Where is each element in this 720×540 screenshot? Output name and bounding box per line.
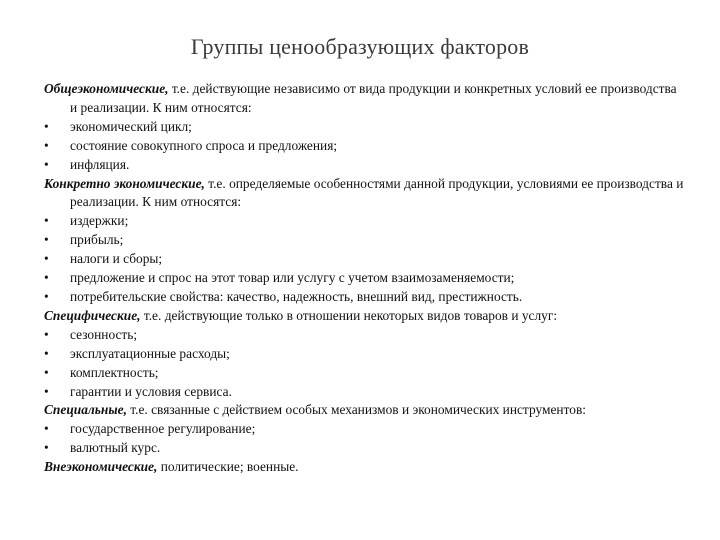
list-item-text: гарантии и условия сервиса. xyxy=(70,383,232,399)
list-item xyxy=(44,118,684,137)
group-description: т.е. связанные с действием особых механизмов и экономических инструментов: xyxy=(126,402,586,418)
list-item xyxy=(44,250,684,269)
group-general-economic xyxy=(44,80,684,118)
list-item xyxy=(44,212,684,231)
list-item xyxy=(44,383,684,402)
list-item-text: инфляция. xyxy=(70,156,130,172)
list-item xyxy=(44,231,684,250)
bullet-icon: • xyxy=(44,156,49,172)
group-description: т.е. действующие только в отношении некоторых видов товаров и услуг: xyxy=(140,307,558,323)
list-item-text: прибыль; xyxy=(70,232,124,248)
list-item xyxy=(44,420,684,439)
group-special xyxy=(44,401,684,420)
list-item xyxy=(44,288,684,307)
list-item xyxy=(44,345,684,364)
group-name: Специфические, xyxy=(44,307,141,323)
group-specific xyxy=(44,307,684,326)
bullet-icon: • xyxy=(44,288,49,304)
group-name: Специальные, xyxy=(44,402,127,418)
list-item xyxy=(44,364,684,383)
bullet-icon: • xyxy=(44,137,49,153)
list-item-text: эксплуатационные расходы; xyxy=(70,345,230,361)
bullet-icon: • xyxy=(44,440,49,456)
slide-title: Группы ценообразующих факторов xyxy=(190,34,530,59)
list-item-text: валютный курс. xyxy=(70,440,161,456)
list-item-text: издержки; xyxy=(70,213,129,229)
bullet-icon: • xyxy=(44,270,49,286)
bullet-icon: • xyxy=(44,213,49,229)
list-item xyxy=(44,156,684,175)
list-item-text: налоги и сборы; xyxy=(70,251,163,267)
group-name: Конкретно экономические, xyxy=(44,175,205,191)
list-item xyxy=(44,439,684,458)
list-item-text: комплектность; xyxy=(70,364,159,380)
group-description: т.е. действующие независимо от вида продукции и конкретных условий ее производства и реализации. К ним относятся: xyxy=(70,81,677,115)
bullet-icon: • xyxy=(44,421,49,437)
group-description: т.е. определяемые особенностями данной продукции, условиями ее производства и реализации. К ним относятся: xyxy=(70,175,684,210)
list-item-text: экономический цикл; xyxy=(70,118,192,134)
group-name: Внеэкономические, xyxy=(44,459,158,475)
list-item-text: предложение и спрос на этот товар или услугу с учетом взаимозаменяемости; xyxy=(70,270,515,286)
list-item xyxy=(44,137,684,156)
bullet-icon: • xyxy=(44,232,49,248)
group-specific-economic xyxy=(44,175,684,213)
bullet-icon: • xyxy=(44,383,49,399)
list-item xyxy=(44,326,684,345)
list-item-text: состояние совокупного спроса и предложения; xyxy=(70,137,338,153)
list-item-text: государственное регулирование; xyxy=(70,421,256,437)
list-item-text: сезонность; xyxy=(70,326,138,342)
group-non-economic xyxy=(44,458,684,477)
list-item xyxy=(44,269,684,288)
factor-groups-list xyxy=(44,80,684,477)
bullet-icon: • xyxy=(44,118,49,134)
bullet-icon: • xyxy=(44,326,49,342)
list-item-text: потребительские свойства: качество, надежность, внешний вид, престижность. xyxy=(70,288,523,304)
group-name: Общеэкономические, xyxy=(44,81,169,96)
bullet-icon: • xyxy=(44,345,49,361)
bullet-icon: • xyxy=(44,251,49,267)
bullet-icon: • xyxy=(44,364,49,380)
group-description: политические; военные. xyxy=(157,459,299,475)
